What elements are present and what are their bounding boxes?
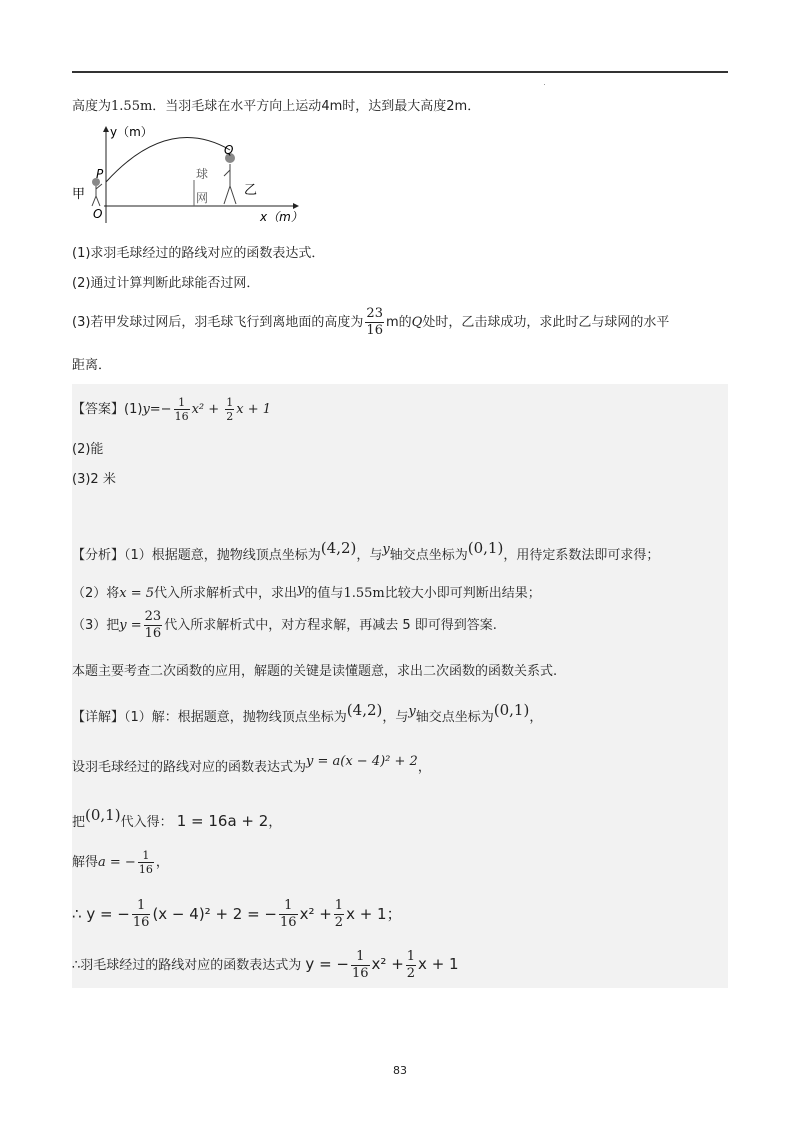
- question-3: [72, 306, 669, 340]
- detail-4a: 解得: [72, 855, 99, 870]
- detail-4: [72, 846, 169, 880]
- question-2: (2)通过计算判断此球能否过网．: [72, 276, 260, 291]
- analysis-vertex: (4,2): [320, 539, 357, 557]
- frac-num: 1: [174, 396, 190, 410]
- analysis-1d: ，用待定系数法即可求得；: [503, 548, 660, 563]
- player-a-label: 甲: [72, 187, 86, 202]
- intro-suffix1: 时，达到最大高度: [342, 99, 447, 114]
- analysis-3y: y =: [119, 618, 142, 633]
- detail-4-frac: [138, 849, 154, 876]
- detail-3pt: (0,1): [85, 806, 121, 824]
- point-p-label: P: [96, 167, 104, 181]
- intro-prefix: 高度为: [72, 99, 112, 114]
- q3-num: 23: [366, 306, 383, 321]
- analysis-2d: 比较大小即可判断出结果；: [384, 586, 541, 601]
- origin-label: O: [93, 207, 103, 221]
- q3-part1: (3)若甲发球过网后，羽毛球飞行到离地面的高度为: [72, 315, 364, 330]
- detail-5: [72, 896, 402, 932]
- analysis-2c: 的值与: [304, 586, 344, 601]
- detail-vertex: (4,2): [346, 701, 383, 719]
- analysis-3-frac: [144, 609, 163, 642]
- analysis-1c: 轴交点坐标为: [389, 548, 468, 563]
- detail-6-frac1: [351, 949, 370, 982]
- frac-den: 16: [138, 863, 153, 876]
- analysis-2: [72, 580, 541, 604]
- detail-6a: ∴羽毛球经过的路线对应的函数表达式为: [72, 958, 302, 973]
- frac-num: 1: [226, 396, 234, 409]
- frac-den: 16: [280, 915, 297, 930]
- detail-6x2: x² +: [371, 955, 404, 973]
- intro-middle: ．当羽毛球在水平方向上运动: [152, 99, 322, 114]
- analysis-3b: 代入所求解析式中，对方程求解，再减去 5 即可得到答案.: [164, 618, 497, 633]
- frac-den: 2: [226, 410, 234, 423]
- y-axis-arrow: [103, 126, 109, 132]
- frac-den: 16: [144, 626, 162, 641]
- player-a-body: [92, 184, 102, 206]
- detail-5mid: (x − 4)² + 2 = −: [152, 905, 278, 923]
- detail-3a: 把: [72, 815, 86, 830]
- analysis-y: y: [382, 542, 390, 557]
- analysis-1b: ，与: [356, 548, 383, 563]
- frac-num: 1: [132, 898, 151, 915]
- analysis-2val: 1.55m: [343, 586, 385, 601]
- analysis-2a: （2）将: [72, 586, 120, 601]
- frac-den: 16: [174, 410, 189, 423]
- intro-suffix2: ．: [467, 99, 481, 114]
- intro-line: [72, 97, 480, 117]
- trajectory-diagram: [68, 118, 308, 228]
- x-axis-arrow: [293, 203, 299, 209]
- analysis-2y: y: [297, 582, 305, 597]
- player-b-body: [224, 164, 236, 204]
- answer-1-y: y=−: [142, 402, 172, 417]
- frac-den: 2: [406, 966, 416, 981]
- frac-den: 2: [334, 915, 344, 930]
- frac-num: 1: [406, 949, 416, 964]
- frac-num: 1: [334, 898, 344, 913]
- detail-4eq: a = −: [98, 855, 136, 870]
- frac-den: 16: [132, 915, 150, 930]
- detail-6: [72, 946, 459, 984]
- analysis-tag: 【分析】: [72, 548, 125, 563]
- frac-num: 1: [138, 849, 154, 863]
- q3-q: Q: [411, 315, 423, 330]
- analysis-2x: x = 5: [119, 586, 155, 601]
- q3-unit: m: [385, 315, 399, 330]
- answer-tag: 【答案】: [72, 402, 125, 417]
- detail-5x2: x² +: [299, 905, 332, 923]
- question-3-cont: 距离．: [72, 358, 112, 373]
- answer-1: [72, 393, 271, 427]
- q3-fraction: [365, 306, 384, 339]
- detail-2a: 设羽毛球经过的路线对应的函数表达式为: [72, 760, 307, 775]
- detail-5tail: x + 1；: [346, 905, 402, 923]
- answer-1-prefix: (1): [124, 402, 143, 417]
- answer-1-frac1: [174, 396, 190, 423]
- detail-2eq: y = a(x − 4)² + 2: [306, 754, 418, 769]
- intro-height: 1.55m: [111, 99, 153, 114]
- detail-6y: y = −: [305, 955, 349, 973]
- intro-dist: 4m: [321, 99, 343, 114]
- frac-num: 1: [351, 949, 370, 966]
- header-dot: [544, 84, 545, 85]
- player-b-label: 乙: [244, 183, 258, 198]
- answer-1-tail: x + 1: [236, 402, 272, 417]
- analysis-4: 本题主要考查二次函数的应用，解题的关键是读懂题意，求出二次函数的函数关系式.: [72, 664, 558, 679]
- detail-5y: y = −: [86, 905, 130, 923]
- answer-3: (3)2 米: [72, 472, 116, 487]
- analysis-1: [72, 538, 659, 566]
- detail-y: y: [408, 704, 416, 719]
- question-1: (1)求羽毛球经过的路线对应的函数表达式．: [72, 246, 325, 261]
- analysis-1a: （1）根据题意，抛物线顶点坐标为: [124, 548, 321, 563]
- answer-2: (2)能: [72, 442, 104, 457]
- header-rule: [72, 71, 728, 73]
- x-axis-label: x（m）: [260, 210, 303, 224]
- detail-3eq: 1 = 16a + 2: [176, 812, 269, 830]
- detail-2: [72, 752, 431, 778]
- q3-part2: 的: [398, 315, 412, 330]
- detail-point: (0,1): [493, 701, 530, 719]
- q3-part3: 处时，乙击球成功，求此时乙与球网的水平: [422, 315, 670, 330]
- intro-maxh: 2m: [446, 99, 468, 114]
- detail-1c: 轴交点坐标为: [415, 710, 494, 725]
- trajectory-curve: [106, 138, 230, 182]
- detail-2b: ，: [417, 760, 431, 775]
- detail-3c: ，: [268, 815, 282, 830]
- point-q-label: Q: [224, 143, 234, 157]
- detail-5-frac1: [132, 898, 151, 931]
- detail-1b: ，与: [382, 710, 409, 725]
- frac-num: 23: [144, 609, 162, 624]
- answer-1-x2: x² +: [191, 402, 220, 417]
- detail-1a: （1）解：根据题意，抛物线顶点坐标为: [124, 710, 347, 725]
- detail-5-frac3: [334, 898, 344, 931]
- q3-den: 16: [366, 323, 383, 338]
- answer-1-frac2: [225, 396, 234, 423]
- detail-5-frac2: [279, 898, 298, 931]
- detail-tag: 【详解】: [72, 710, 125, 725]
- frac-den: 16: [351, 966, 369, 981]
- analysis-3: [72, 608, 497, 644]
- detail-1: [72, 700, 542, 728]
- y-axis-label: y（m）: [110, 125, 153, 139]
- net-label-1: 球: [196, 167, 209, 181]
- analysis-point: (0,1): [467, 539, 504, 557]
- detail-6tail: x + 1: [418, 955, 459, 973]
- detail-6-frac2: [406, 949, 416, 982]
- detail-1d: ，: [529, 710, 543, 725]
- analysis-3a: （3）把: [72, 618, 120, 633]
- net-label-2: 网: [196, 191, 209, 205]
- detail-4b: ，: [155, 855, 169, 870]
- detail-3: [72, 805, 281, 833]
- detail-5a: ∴: [72, 905, 82, 923]
- analysis-2b: 代入所求解析式中，求出: [154, 586, 298, 601]
- frac-num: 1: [279, 898, 298, 915]
- detail-3b: 代入得：: [120, 815, 173, 830]
- page-number: 83: [393, 1064, 407, 1077]
